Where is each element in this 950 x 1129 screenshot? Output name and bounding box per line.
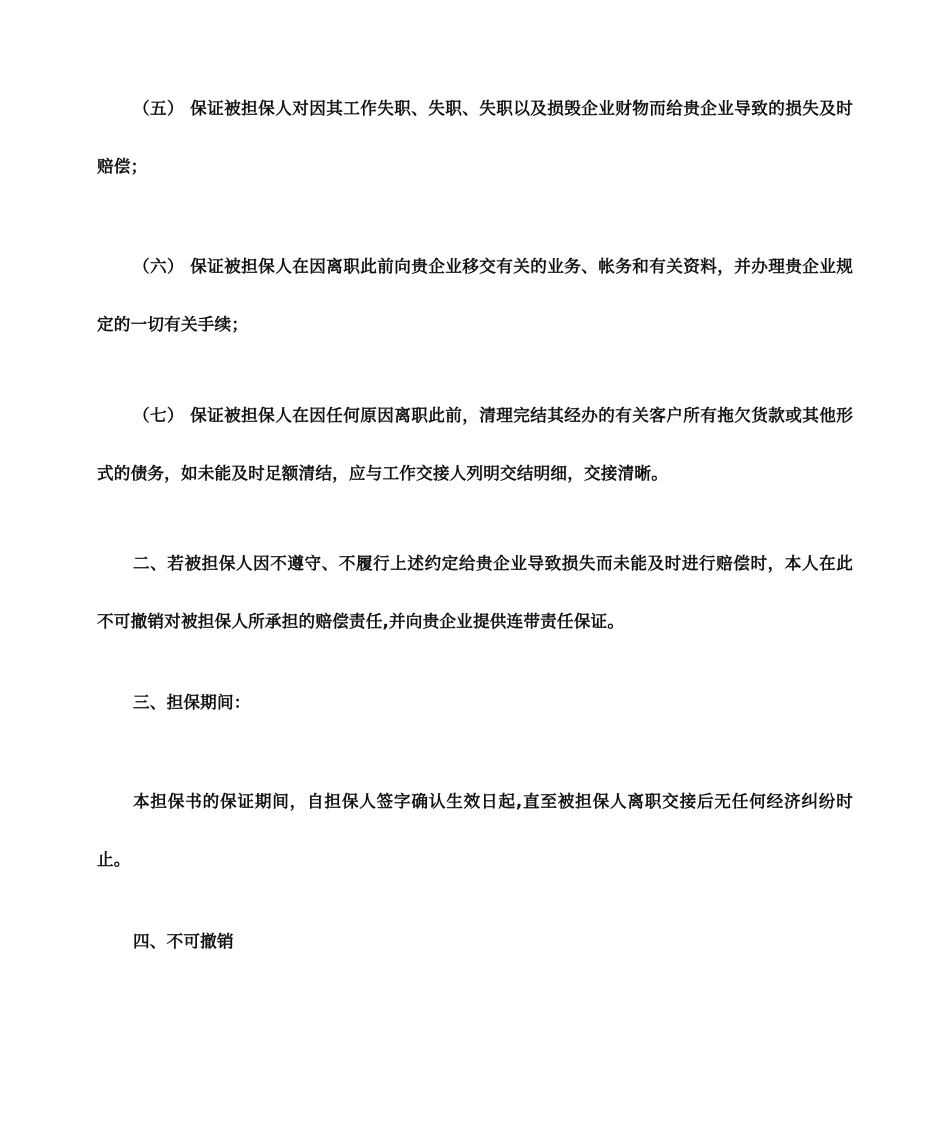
clause-six-paragraph: （六） 保证被担保人在因离职此前向贵企业移交有关的业务、帐务和有关资料，并办理贵企业规定的一切有关手续； bbox=[97, 257, 853, 334]
section-two-paragraph: 二、若被担保人因不遵守、不履行上述约定给贵企业导致损失而未能及时进行赔偿时，本人在此不可撤销对被担保人所承担的赔偿责任,并向贵企业提供连带责任保证。 bbox=[97, 554, 853, 631]
section-four-heading: 四、不可撤销 bbox=[133, 932, 234, 951]
section-three-heading: 三、担保期间： bbox=[133, 693, 251, 712]
clause-seven-paragraph: （七） 保证被担保人在因任何原因离职此前，清理完结其经办的有关客户所有拖欠货款或其他形式的债务，如未能及时足额清结，应与工作交接人列明交结明细，交接清晰。 bbox=[97, 406, 853, 483]
guarantee-period-paragraph: 本担保书的保证期间，自担保人签字确认生效日起,直至被担保人离职交接后无任何经济纠纷时止。 bbox=[97, 792, 853, 869]
clause-five-paragraph: （五） 保证被担保人对因其工作失职、失职、失职以及损毁企业财物而给贵企业导致的损失及时赔偿； bbox=[97, 99, 853, 176]
